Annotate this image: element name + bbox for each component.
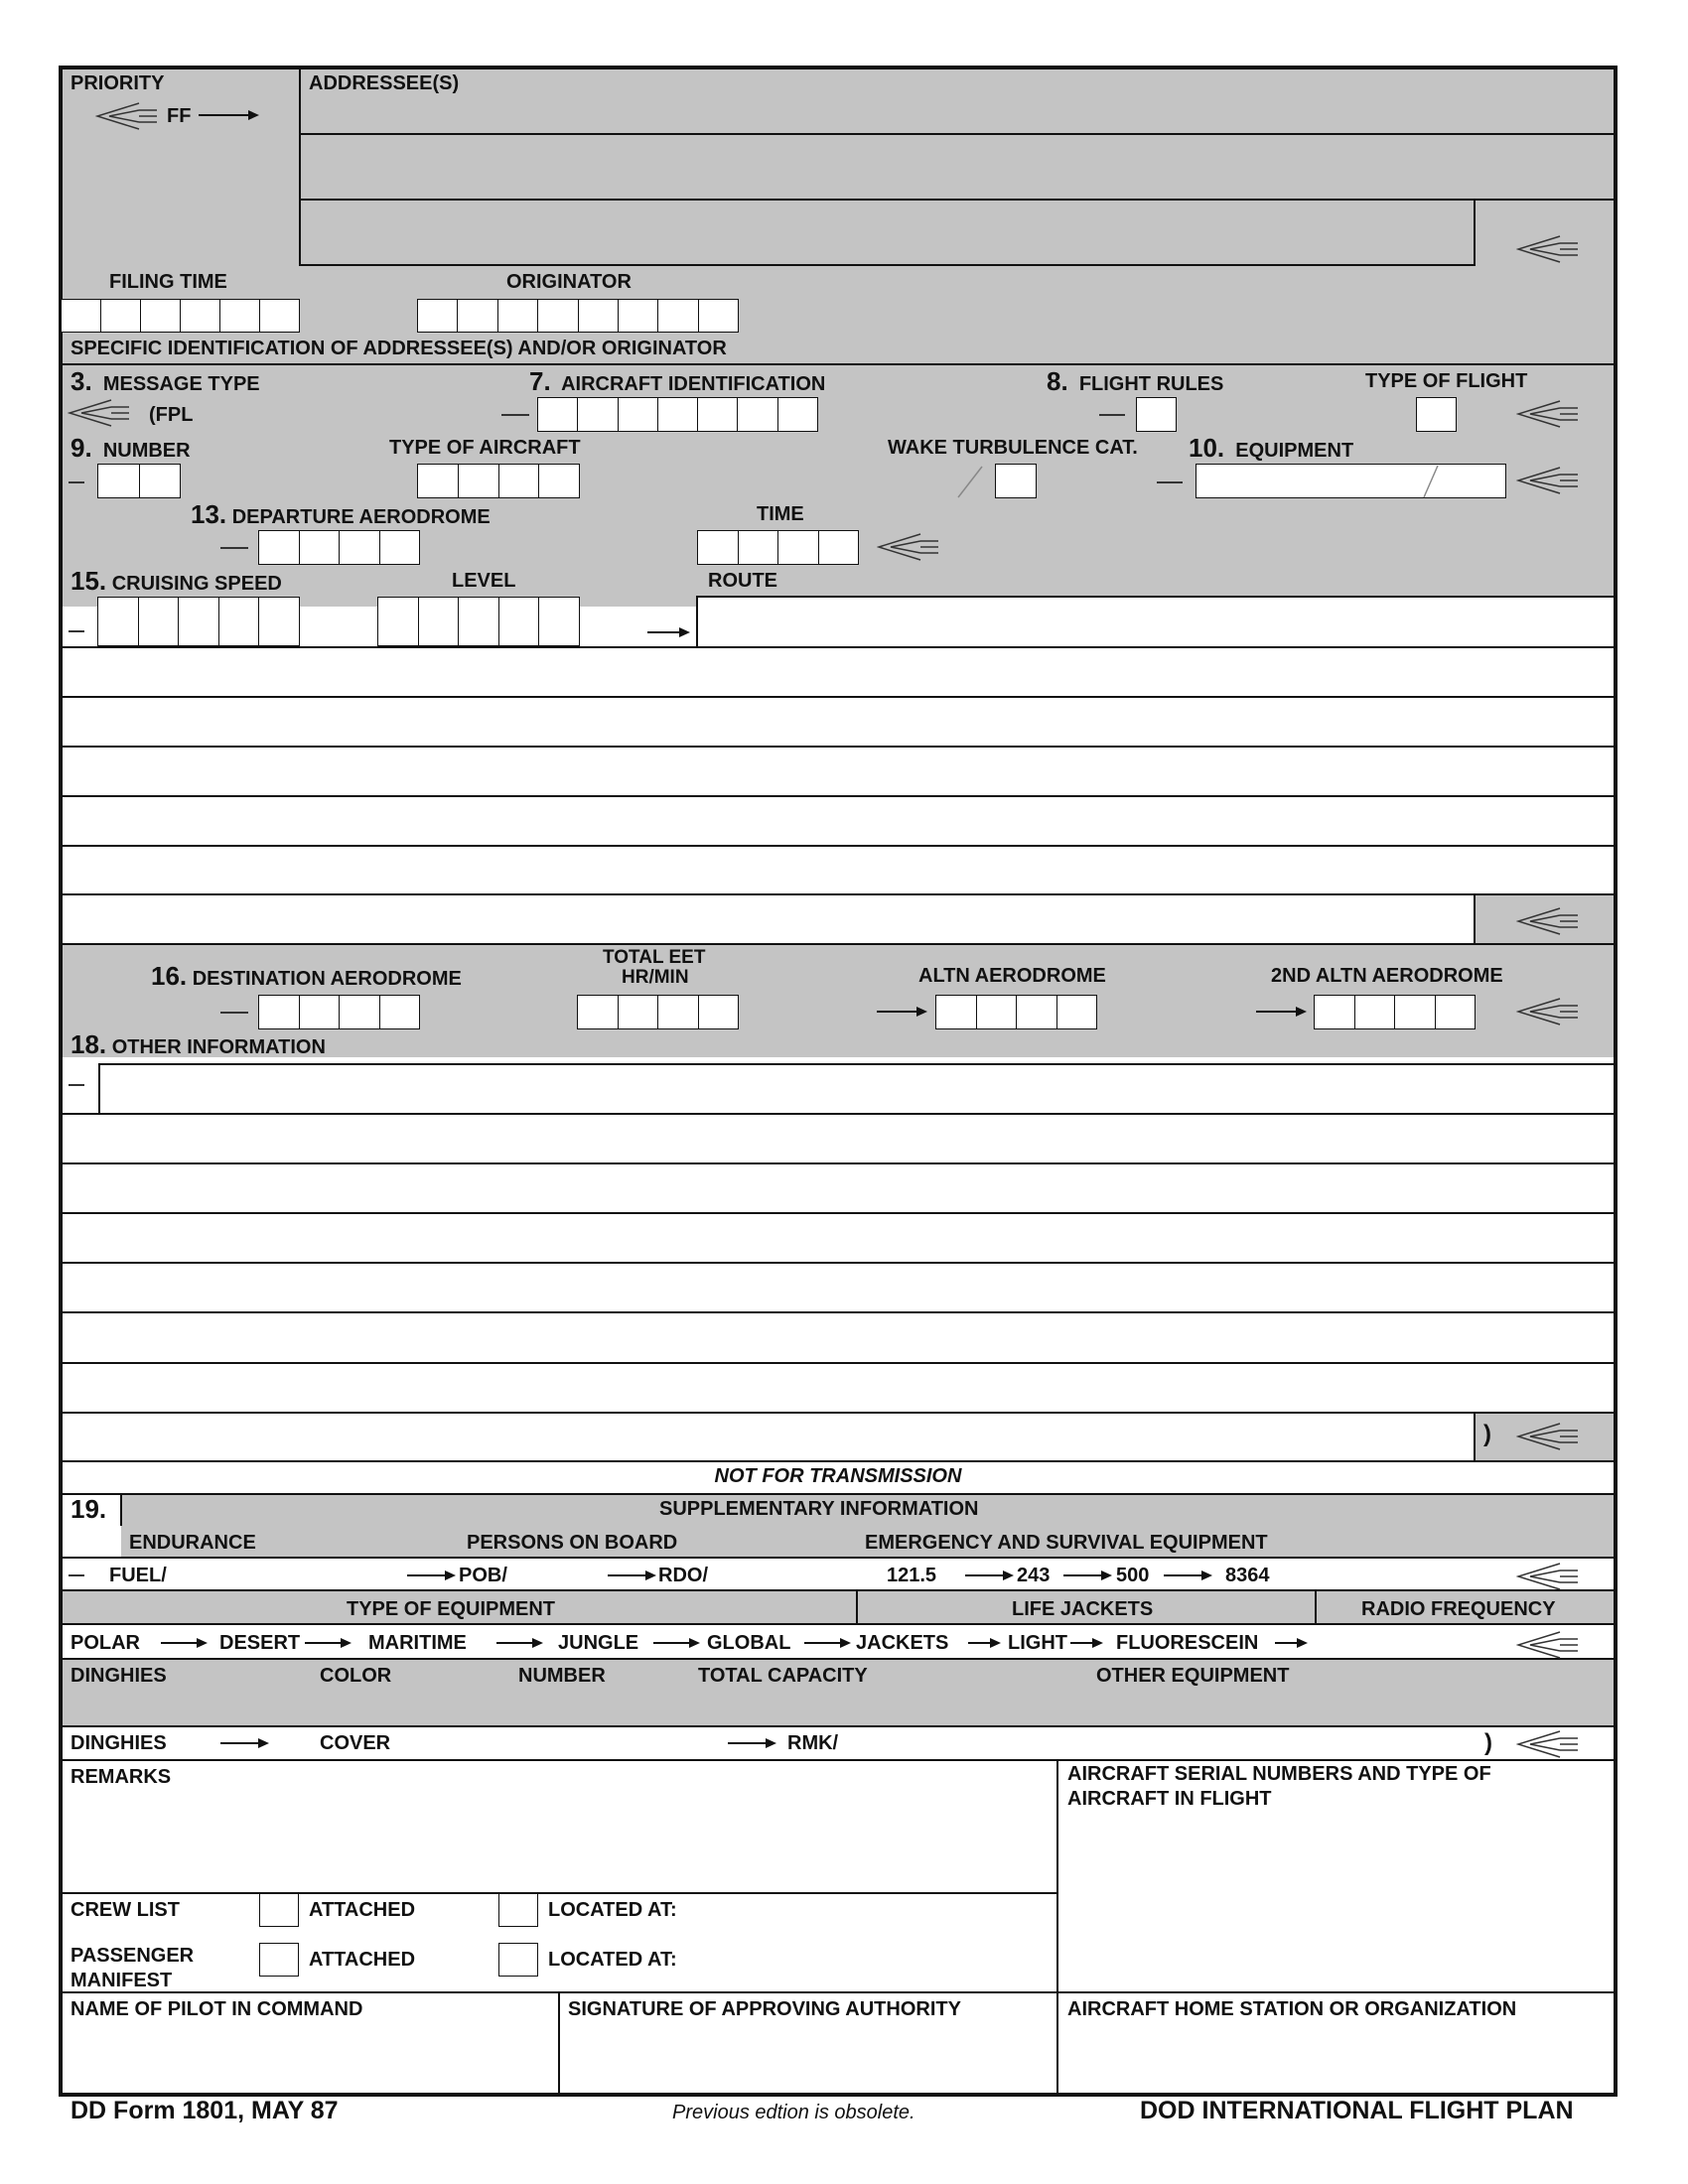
type-of-equipment-label: TYPE OF EQUIPMENT	[347, 1598, 556, 1620]
life-jackets-label: LIFE JACKETS	[1012, 1598, 1154, 1620]
line	[61, 1589, 1616, 1591]
filing-time-cells[interactable]	[61, 299, 300, 333]
dash	[220, 547, 248, 549]
arrow-icon	[161, 1637, 209, 1649]
dinghies-label: DINGHIES	[70, 1732, 167, 1754]
line	[558, 1991, 560, 2093]
end-of-message-icon	[1516, 1422, 1578, 1451]
dash	[1099, 414, 1125, 416]
other-info-label: 18. OTHER INFORMATION	[70, 1029, 326, 1059]
end-of-message-icon	[1516, 1729, 1578, 1759]
remarks-label: REMARKS	[70, 1766, 172, 1788]
end-of-field-icon	[1516, 466, 1578, 495]
arrow-icon	[220, 1737, 270, 1749]
end-of-addressees-icon	[1516, 234, 1578, 264]
2nd-altn-aerodrome-label: 2ND ALTN AERODROME	[1271, 965, 1503, 987]
color-label: COLOR	[320, 1665, 392, 1687]
type-of-aircraft-label: TYPE OF AIRCRAFT	[389, 437, 581, 459]
priority-divider	[299, 68, 301, 266]
dash	[69, 1574, 84, 1576]
end-of-field-icon	[877, 532, 938, 562]
start-of-fpl-icon	[68, 398, 129, 428]
line	[1315, 1589, 1317, 1623]
line	[61, 1725, 1616, 1727]
destination-cells[interactable]	[258, 995, 420, 1029]
not-for-transmission: NOT FOR TRANSMISSION	[714, 1465, 962, 1487]
total-eet-cells[interactable]	[577, 995, 739, 1029]
route-line	[61, 646, 1616, 648]
flight-rules-label: 8. FLIGHT RULES	[1047, 366, 1224, 396]
fpl-text: (FPL	[149, 404, 194, 426]
crew-located-checkbox[interactable]	[498, 1893, 538, 1927]
serial-numbers-label-2: AIRCRAFT IN FLIGHT	[1067, 1788, 1272, 1810]
arrow-icon	[496, 1637, 544, 1649]
passenger-located-checkbox[interactable]	[498, 1943, 538, 1977]
departure-label: 13. DEPARTURE AERODROME	[191, 499, 491, 529]
dash	[69, 630, 84, 632]
equipment-separator	[1420, 464, 1442, 499]
arrow-icon	[653, 1637, 701, 1649]
line	[120, 1493, 122, 1526]
pob-label: POB/	[459, 1565, 507, 1586]
line	[299, 264, 1474, 266]
altn-aerodrome-cells[interactable]	[935, 995, 1097, 1029]
other-line	[61, 1311, 1616, 1313]
polar-label: POLAR	[70, 1632, 140, 1654]
arrow-icon	[1164, 1570, 1213, 1581]
fuel-label: FUEL/	[109, 1565, 167, 1586]
filing-time-label: FILING TIME	[109, 271, 227, 293]
arrow-icon	[1063, 1570, 1113, 1581]
line	[61, 1493, 1616, 1495]
other-equipment-label: OTHER EQUIPMENT	[1096, 1665, 1290, 1687]
equipment-field[interactable]	[1196, 464, 1506, 498]
maritime-label: MARITIME	[368, 1632, 467, 1654]
slash-mark	[955, 464, 985, 499]
priority-label: PRIORITY	[70, 72, 165, 94]
other-line	[61, 1212, 1616, 1214]
line	[61, 1991, 1616, 1993]
other-line	[61, 1362, 1616, 1364]
end-of-field-icon	[1516, 997, 1578, 1026]
equipment-label: 10. EQUIPMENT	[1189, 433, 1354, 463]
dash	[69, 481, 84, 483]
jungle-label: JUNGLE	[558, 1632, 639, 1654]
previous-edition-note: Previous edtion is obsolete.	[672, 2102, 915, 2123]
passenger-located-label: LOCATED AT:	[548, 1949, 677, 1971]
line	[61, 1658, 1616, 1660]
number-label: 9. NUMBER	[70, 433, 191, 463]
rdo-label: RDO/	[658, 1565, 708, 1586]
line	[299, 133, 1616, 135]
other-line	[61, 1262, 1616, 1264]
route-line	[61, 696, 1616, 698]
route-line	[61, 795, 1616, 797]
destination-label: 16. DESTINATION AERODROME	[151, 961, 462, 991]
start-of-message-icon	[95, 101, 157, 131]
signature-label: SIGNATURE OF APPROVING AUTHORITY	[568, 1998, 961, 2020]
arrow-icon	[407, 1570, 457, 1581]
global-label: GLOBAL	[707, 1632, 791, 1654]
aircraft-id-cells[interactable]	[537, 397, 818, 432]
time-label: TIME	[757, 503, 804, 525]
form-title: DOD INTERNATIONAL FLIGHT PLAN	[1140, 2097, 1574, 2124]
endurance-label: ENDURANCE	[129, 1532, 256, 1554]
level-label: LEVEL	[452, 570, 516, 592]
line	[1474, 1412, 1476, 1460]
line	[696, 596, 1616, 598]
crew-attached-checkbox[interactable]	[259, 1893, 299, 1927]
arrow-icon	[647, 626, 691, 638]
route-line	[61, 893, 1616, 895]
fluorescein-label: FLUORESCEIN	[1116, 1632, 1259, 1654]
line	[61, 1892, 1057, 1894]
aircraft-id-label: 7. AIRCRAFT IDENTIFICATION	[529, 366, 826, 396]
wake-turbulence-box[interactable]	[995, 464, 1037, 498]
arrow-icon	[608, 1570, 657, 1581]
end-of-field-icon	[1516, 1562, 1578, 1591]
close-paren: )	[1483, 1421, 1491, 1447]
route-label: ROUTE	[708, 570, 777, 592]
close-paren: )	[1484, 1729, 1492, 1756]
route-line	[61, 943, 1616, 945]
other-line	[61, 1113, 1616, 1115]
arrow-icon	[965, 1570, 1015, 1581]
wake-turbulence-label: WAKE TURBULENCE CAT.	[888, 437, 1138, 459]
line	[61, 1759, 1616, 1761]
persons-on-board-label: PERSONS ON BOARD	[467, 1532, 678, 1554]
line	[1474, 199, 1476, 266]
type-of-flight-box[interactable]	[1416, 397, 1457, 432]
number-cells[interactable]	[97, 464, 181, 498]
freq-243: 243	[1017, 1565, 1051, 1586]
crew-list-label: CREW LIST	[70, 1899, 180, 1921]
dinghies-header-label: DINGHIES	[70, 1665, 167, 1687]
other-line	[61, 1162, 1616, 1164]
arrow-icon	[1256, 1006, 1308, 1018]
freq-500: 500	[1116, 1565, 1150, 1586]
end-of-field-icon	[1516, 1630, 1578, 1660]
crew-attached-label: ATTACHED	[309, 1899, 416, 1921]
end-of-field-icon	[1516, 399, 1578, 429]
cruising-speed-label: 15. CRUISING SPEED	[70, 566, 282, 596]
number-col-label: NUMBER	[518, 1665, 606, 1687]
line	[61, 363, 1616, 365]
line	[61, 1557, 1616, 1559]
dash	[220, 1012, 248, 1014]
passenger-label: PASSENGER	[70, 1945, 195, 1967]
line	[1474, 893, 1476, 944]
message-type-label: 3. MESSAGE TYPE	[70, 366, 260, 396]
desert-label: DESERT	[219, 1632, 301, 1654]
supp-title: SUPPLEMENTARY INFORMATION	[659, 1498, 979, 1520]
route-line	[61, 746, 1616, 748]
rmk-label: RMK/	[787, 1732, 839, 1754]
arrow-icon	[968, 1637, 1002, 1649]
cover-label: COVER	[320, 1732, 391, 1754]
line	[696, 596, 698, 646]
total-capacity-label: TOTAL CAPACITY	[698, 1665, 868, 1687]
crew-located-label: LOCATED AT:	[548, 1899, 677, 1921]
flight-rules-box[interactable]	[1136, 397, 1177, 432]
light-label: LIGHT	[1008, 1632, 1067, 1654]
home-station-label: AIRCRAFT HOME STATION OR ORGANIZATION	[1067, 1998, 1517, 2020]
pilot-label: NAME OF PILOT IN COMMAND	[70, 1998, 363, 2020]
passenger-attached-label: ATTACHED	[309, 1949, 416, 1971]
line	[1056, 1759, 1058, 2093]
type-of-aircraft-cells[interactable]	[417, 464, 580, 498]
freq-8364: 8364	[1225, 1565, 1270, 1586]
arrow-icon	[1275, 1637, 1309, 1649]
2nd-altn-aerodrome-cells[interactable]	[1314, 995, 1476, 1029]
route-line	[61, 845, 1616, 847]
arrow-icon	[877, 1006, 928, 1018]
passenger-attached-checkbox[interactable]	[259, 1943, 299, 1977]
arrow-icon	[305, 1637, 352, 1649]
arrow-icon	[728, 1737, 777, 1749]
level-cells[interactable]	[377, 597, 580, 646]
addressees-label: ADDRESSEE(S)	[309, 72, 460, 94]
dash	[1157, 481, 1183, 483]
type-of-flight-label: TYPE OF FLIGHT	[1365, 370, 1528, 392]
altn-aerodrome-label: ALTN AERODROME	[918, 965, 1106, 987]
arrow-icon	[804, 1637, 852, 1649]
arrow-icon	[1070, 1637, 1104, 1649]
hr-min-label: HR/MIN	[622, 967, 689, 988]
line	[98, 1063, 100, 1113]
time-cells[interactable]	[697, 530, 859, 565]
line	[299, 199, 1616, 201]
specific-id-label: SPECIFIC IDENTIFICATION OF ADDRESSEE(S) AND/OR ORIGINATOR	[70, 338, 727, 359]
arrow-icon	[199, 109, 260, 121]
other-line	[61, 1460, 1616, 1462]
line	[61, 1623, 1616, 1625]
serial-numbers-label: AIRCRAFT SERIAL NUMBERS AND TYPE OF	[1067, 1763, 1491, 1785]
dash	[69, 1084, 84, 1086]
other-line	[61, 1412, 1616, 1414]
originator-label: ORIGINATOR	[506, 271, 632, 293]
emergency-equipment-label: EMERGENCY AND SURVIVAL EQUIPMENT	[865, 1532, 1268, 1554]
radio-frequency-label: RADIO FREQUENCY	[1361, 1598, 1556, 1620]
dash	[501, 414, 529, 416]
priority-code: FF	[167, 105, 192, 127]
supp-number: 19.	[70, 1494, 107, 1524]
cruising-speed-cells[interactable]	[97, 597, 300, 646]
departure-cells[interactable]	[258, 530, 420, 565]
jackets-label: JACKETS	[856, 1632, 949, 1654]
line	[98, 1063, 1616, 1065]
line	[856, 1589, 858, 1623]
end-of-route-icon	[1516, 906, 1578, 936]
total-eet-label: TOTAL EET	[603, 947, 706, 968]
originator-cells[interactable]	[417, 299, 739, 333]
manifest-label: MANIFEST	[70, 1970, 173, 1991]
freq-121-5: 121.5	[887, 1565, 937, 1586]
form-number: DD Form 1801, MAY 87	[70, 2097, 339, 2124]
